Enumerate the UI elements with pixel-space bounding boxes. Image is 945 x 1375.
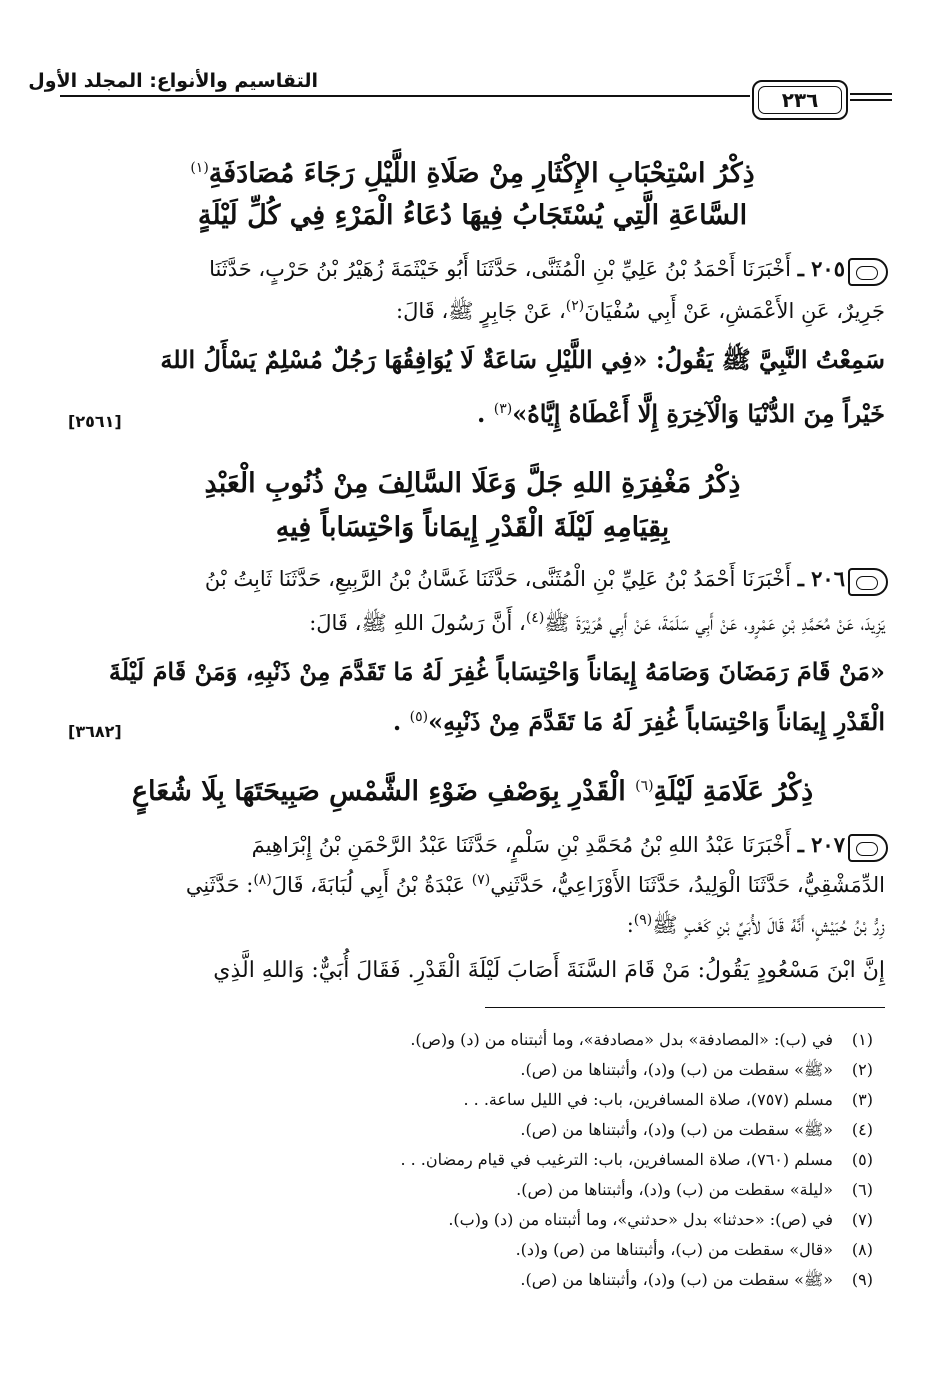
section-1-title-line-2: السَّاعَةِ الَّتِي يُسْتَجَابُ فِيهَا دُعَاءُ الْمَرْءِ فِي كُلِّ لَيْلَةٍ [197,200,748,231]
hadith-text: يَزِيدَ، عَنْ مُحَمَّدِ بْنِ عَمْرٍو، عَنْ أَبِي سَلَمَةَ، عَنْ أَبِي هُرَيْرَةَ ﷺ [544,611,885,635]
section-1-title-text-1: ذِكْرُ اسْتِحْبَابِ الإِكْثَارِ مِنْ صَلَاةِ اللَّيْلِ رَجَاءَ مُصَادَفَةِ [208,158,755,189]
hadith-205-line-4: خَيْراً مِنَ الدُّنْيَا وَالْآخِرَةِ إِلَّا أَعْطَاهُ إِيَّاهُ»$^{(٣)}$ . [477,399,885,428]
section-3-title-text: الْقَدْرِ بِوَصْفِ ضَوْءِ الشَّمْسِ صَبِيحَتَهَا بِلَا شُعَاعٍ [131,776,626,807]
footnote-number: (٤) [851,1120,873,1139]
footnote-marker: (٥) [409,709,429,725]
footnote-item [520,1268,873,1292]
footnote-marker: (٢) [565,298,585,314]
footnote-number: (١) [851,1030,873,1049]
footnote-text: «ليلة» سقطت من (ب) و(د)، وأثبتناها من (ص). [516,1180,833,1199]
footnote-item [464,1088,874,1112]
page-number: ٢٣٦ [758,86,842,114]
section-2-title-line-1: ذِكْرُ مَغْفِرَةِ اللهِ جَلَّ وَعَلَا السَّالِفَ مِنْ ذُنُوبِ الْعَبْدِ [204,468,741,499]
hadith-206-line-4: الْقَدْرِ إِيمَاناً وَاحْتِسَاباً غُفِرَ لَهُ مَا تَقَدَّمَ مِنْ ذَنْبِهِ»$^{(٥)}$ . [392,707,885,736]
footnote-item [410,1028,873,1052]
page-number-frame [752,80,848,120]
footnote-separator [485,1007,885,1008]
footnote-text: مسلم (٧٦٠)، صلاة المسافرين، باب: الترغيب في قيام رمضان. . . [400,1150,833,1169]
footnote-marker: (٧) [471,872,491,888]
hadith-text: خَيْراً مِنَ الدُّنْيَا وَالْآخِرَةِ إِلَّا أَعْطَاهُ إِيَّاهُ» [512,399,885,428]
hadith-text: أَخْبَرَنَا أَحْمَدُ بْنُ عَلِيِّ بْنِ الْمُثَنَّى، حَدَّثَنَا غَسَّانُ بْنُ الرَّبِيعِ، حَدَّثَنَا ثَابِتُ بْنُ [204,567,791,591]
footnote-number: (٨) [851,1240,873,1259]
footnote-marker: (٦) [635,778,654,794]
footnote-item [520,1118,873,1142]
footnote-item [520,1058,873,1082]
hadith-text: زِرُّ بْنُ حُبَيْشٍ، أَنَّهُ قَالَ لأُبَيِّ بْنِ كَعْبٍ ﷺ [652,913,885,937]
section-3-title [60,776,885,808]
hadith-number: ٢٠٥ ـ [797,256,845,281]
hadith-205-line-3: سَمِعْتُ النَّبِيَّ ﷺ يَقُولُ: «فِي اللَّيْلِ سَاعَةٌ لَا يُوَافِقُهَا رَجُلٌ مُسْلِمٌ يَسْأَلُ اللهَ [160,345,885,374]
footnote-text: «قال» سقطت من (ب)، وأثبتناها من (ص) و(د). [515,1240,833,1259]
cross-reference: [٢٥٦١] [68,412,122,431]
section-3-title-text: ذِكْرُ عَلَامَةِ لَيْلَةِ [653,776,814,807]
hadith-205-line-2 [396,298,885,324]
hadith-206-line-2 [309,610,885,636]
hadith-text: أَخْبَرَنَا أَحْمَدُ بْنُ عَلِيِّ بْنِ الْمُثَنَّى، حَدَّثَنَا أَبُو خَيْثَمَةَ زُهَيْرُ بْنُ حَرْبٍ، حَدَّثَنَا [209,257,791,281]
hadith-205-line-1 [209,256,845,282]
footnote-item [516,1238,873,1262]
footnote-number: (٦) [851,1180,873,1199]
hadith-marker-icon [848,834,888,862]
footnote-number: (٧) [851,1210,873,1229]
footnote-item [400,1148,873,1172]
footnote-number: (٢) [851,1060,873,1079]
hadith-text: : [626,913,634,937]
hadith-text: أَخْبَرَنَا عَبْدُ اللهِ بْنُ مُحَمَّدِ بْنِ سَلْمٍ، حَدَّثَنَا عَبْدُ الرَّحْمَنِ بْنُ إِبْرَاهِيمَ [251,833,791,857]
hadith-text: الْقَدْرِ إِيمَاناً وَاحْتِسَاباً غُفِرَ لَهُ مَا تَقَدَّمَ مِنْ ذَنْبِهِ» [428,707,885,736]
hadith-206-line-3: «مَنْ قَامَ رَمَضَانَ وَصَامَهُ إِيمَاناً وَاحْتِسَاباً غُفِرَ لَهُ مَا تَقَدَّمَ مِنْ ذَنْبِهِ، وَمَنْ قَامَ لَيْلَةَ [108,657,885,686]
hadith-text: ، عَنْ جَابِرٍ ﷺ، قَالَ: [396,299,566,323]
header-ornament [850,93,892,103]
footnote-text: في (ب): «المصادفة» بدل «مصادفة»، وما أثبتناه من (د) و(ص). [410,1030,833,1049]
footnote-number: (٥) [851,1150,873,1169]
hadith-text: : حَدَّثَنِي [185,873,254,897]
header-rule [60,95,750,97]
hadith-marker-icon [848,568,888,596]
hadith-206-line-1 [205,566,845,592]
hadith-207-line-3 [627,912,885,938]
hadith-207-line-4: إِنَّ ابْنَ مَسْعُودٍ يَقُولُ: مَنْ قَامَ السَّنَةَ أَصَابَ لَيْلَةَ الْقَدْرِ. فَقَالَ أُبَيٌّ: وَاللهِ الَّذِي [213,958,885,983]
cross-reference: [٣٦٨٢] [68,722,122,741]
hadith-marker-icon [848,258,888,286]
hadith-text: جَرِيرٌ، عَنِ الأَعْمَشِ، عَنْ أَبِي سُفْيَانَ [584,299,885,323]
section-1-title-line-1 [60,158,885,190]
footnote-text: «ﷺ» سقطت من (ب) و(د)، وأثبتناها من (ص). [520,1060,833,1079]
footnote-text: «ﷺ» سقطت من (ب) و(د)، وأثبتناها من (ص). [520,1270,833,1289]
hadith-207-line-1 [252,832,845,858]
footnote-text: مسلم (٧٥٧)، صلاة المسافرين، باب: في الليل ساعة. . . [463,1090,833,1109]
footnote-marker: (٩) [633,912,653,928]
footnote-number: (٣) [851,1090,873,1109]
hadith-number: ٢٠٧ ـ [797,832,845,857]
hadith-text: الدِّمَشْقِيُّ، حَدَّثَنَا الْوَلِيدُ، حَدَّثَنَا الأَوْزَاعِيُّ، حَدَّثَنِي [490,873,885,897]
footnote-text: في (ص): «حدثنا» بدل «حدثني»، وما أثبتناه من (د) و(ب). [448,1210,833,1229]
hadith-text: ، أَنَّ رَسُولَ اللهِ ﷺ، قَالَ: [309,611,526,635]
footnote-marker: (٣) [493,401,513,417]
section-2-title-line-2: بِقِيَامِهِ لَيْلَةَ الْقَدْرِ إِيمَاناً وَاحْتِسَاباً فِيهِ [275,512,670,543]
footnote-number: (٩) [851,1270,873,1289]
footnote-text: «ﷺ» سقطت من (ب) و(د)، وأثبتناها من (ص). [520,1120,833,1139]
hadith-number: ٢٠٦ ـ [797,566,845,591]
hadith-207-line-2 [186,872,885,898]
footnote-marker: (١) [190,160,209,176]
footnote-marker: (٤) [525,610,545,626]
footnote-item [448,1208,873,1232]
footnote-item [516,1178,873,1202]
footnote-marker: (٨) [253,872,272,888]
hadith-text: عَبْدَةُ بْنُ أَبِي لُبَابَةَ، قَالَ [271,873,466,897]
running-header-title: التقاسيم والأنواع: المجلد الأول [28,70,318,92]
